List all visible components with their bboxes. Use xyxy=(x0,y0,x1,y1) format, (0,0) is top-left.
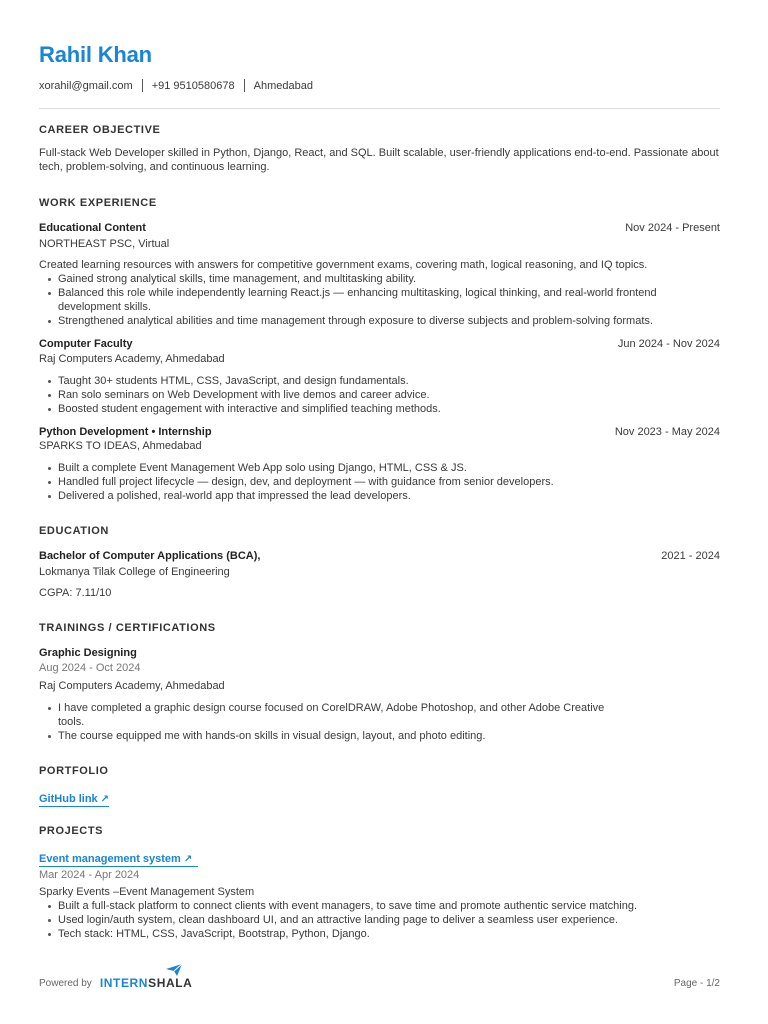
section-title: TRAININGS / CERTIFICATIONS xyxy=(39,622,216,634)
job-org: NORTHEAST PSC, Virtual xyxy=(39,238,170,250)
list-item: Balanced this role while independently learning React.js — enhancing multitasking, logical thinking, and real-world frontend development skills. xyxy=(39,286,720,314)
job-date: Jun 2024 - Nov 2024 xyxy=(617,338,720,350)
project-link[interactable] xyxy=(39,853,198,867)
career-objective-section xyxy=(39,124,720,174)
list-item: The course equipped me with hands-on skills in visual design, layout, and photo editing. xyxy=(39,729,629,743)
education-section xyxy=(39,525,720,600)
section-title: CAREER OBJECTIVE xyxy=(39,124,161,136)
education-date: 2021 - 2024 xyxy=(661,550,720,562)
list-item: Built a full-stack platform to connect clients with event managers, to save time and promote authentic service matching. xyxy=(39,899,639,913)
list-item: Built a complete Event Management Web App solo using Django, HTML, CSS & JS. xyxy=(39,461,720,475)
paper-plane-icon xyxy=(166,964,182,976)
project-link-label: Event management system xyxy=(39,853,181,865)
list-item: Taught 30+ students HTML, CSS, JavaScript, and design fundamentals. xyxy=(39,374,720,388)
header-divider xyxy=(39,108,720,109)
school: Lokmanya Tilak College of Engineering xyxy=(39,566,230,578)
external-link-icon: ↗ xyxy=(100,794,110,805)
list-item: Gained strong analytical skills, time management, and multitasking ability. xyxy=(39,272,720,286)
work-experience-section xyxy=(39,197,720,503)
training-org: Raj Computers Academy, Ahmedabad xyxy=(39,680,225,692)
projects-section xyxy=(39,825,720,941)
cgpa: CGPA: 7.11/10 xyxy=(39,587,112,599)
project-date: Mar 2024 - Apr 2024 xyxy=(39,869,140,881)
project-subtitle: Sparky Events –Event Management System xyxy=(39,886,255,898)
page-number: Page - 1/2 xyxy=(673,977,720,989)
list-item: Boosted student engagement with interactive and simplified teaching methods. xyxy=(39,402,720,416)
portfolio-section xyxy=(39,765,720,807)
resume-page xyxy=(39,42,720,109)
external-link-icon: ↗ xyxy=(183,854,193,865)
list-item: I have completed a graphic design course focused on CorelDRAW, Adobe Photoshop, and other Adobe Creative tools. xyxy=(39,701,629,729)
job-bullets xyxy=(39,272,720,328)
project-bullets xyxy=(39,899,639,941)
candidate-name: Rahil Khan xyxy=(39,42,152,67)
degree: Bachelor of Computer Applications (BCA), xyxy=(39,550,261,562)
list-item: Tech stack: HTML, CSS, JavaScript, Bootstrap, Python, Django. xyxy=(39,927,639,941)
internshala-logo[interactable] xyxy=(100,976,193,990)
logo-shala: SHALA xyxy=(148,976,193,990)
github-link-label: GitHub link xyxy=(39,793,98,805)
location: Ahmedabad xyxy=(253,79,313,92)
section-title: WORK EXPERIENCE xyxy=(39,197,157,209)
logo-intern: INTERN xyxy=(99,976,149,990)
list-item: Delivered a polished, real-world app that impressed the lead developers. xyxy=(39,489,720,503)
objective-text: Full-stack Web Developer skilled in Python, Django, React, and SQL. Built scalable, user-friendly applications end-to-end. Passionate about tech, problem-solving, and continuous learning. xyxy=(39,147,719,173)
divider xyxy=(142,79,143,92)
list-item: Handled full project lifecycle — design, dev, and deployment — with guidance from senior developers. xyxy=(39,475,720,489)
list-item: Strengthened analytical abilities and time management through exposure to diverse subjects and problem-solving formats. xyxy=(39,314,720,328)
list-item: Ran solo seminars on Web Development with live demos and career advice. xyxy=(39,388,720,402)
job-bullets xyxy=(39,374,720,416)
job-org: Raj Computers Academy, Ahmedabad xyxy=(39,353,225,365)
job-date: Nov 2023 - May 2024 xyxy=(614,426,720,438)
job-entry xyxy=(39,337,720,416)
email[interactable]: xorahil@gmail.com xyxy=(39,79,133,92)
section-title: EDUCATION xyxy=(39,525,109,537)
job-bullets xyxy=(39,461,720,503)
powered-by xyxy=(39,976,192,990)
footer xyxy=(39,968,720,998)
github-link[interactable] xyxy=(39,793,109,807)
divider xyxy=(244,79,245,92)
trainings-section xyxy=(39,622,720,743)
job-role: Educational Content xyxy=(39,222,146,234)
job-date: Nov 2024 - Present xyxy=(625,222,720,234)
contact-line xyxy=(39,79,720,92)
powered-by-label: Powered by xyxy=(39,977,92,989)
job-entry xyxy=(39,221,720,328)
job-role: Computer Faculty xyxy=(39,338,133,350)
training-name: Graphic Designing xyxy=(39,647,137,659)
job-org: SPARKS TO IDEAS, Ahmedabad xyxy=(39,440,202,452)
job-entry xyxy=(39,425,720,503)
section-title: PORTFOLIO xyxy=(39,765,109,777)
job-role: Python Development • Internship xyxy=(39,426,212,438)
training-bullets xyxy=(39,701,629,743)
phone[interactable]: +91 9510580678 xyxy=(151,79,235,92)
section-title: PROJECTS xyxy=(39,825,104,837)
list-item: Used login/auth system, clean dashboard UI, and an attractive landing page to deliver a seamless user experience. xyxy=(39,913,639,927)
job-intro: Created learning resources with answers for competitive government exams, covering math, logical reasoning, and IQ topics. xyxy=(39,259,648,271)
training-date: Aug 2024 - Oct 2024 xyxy=(39,662,141,674)
